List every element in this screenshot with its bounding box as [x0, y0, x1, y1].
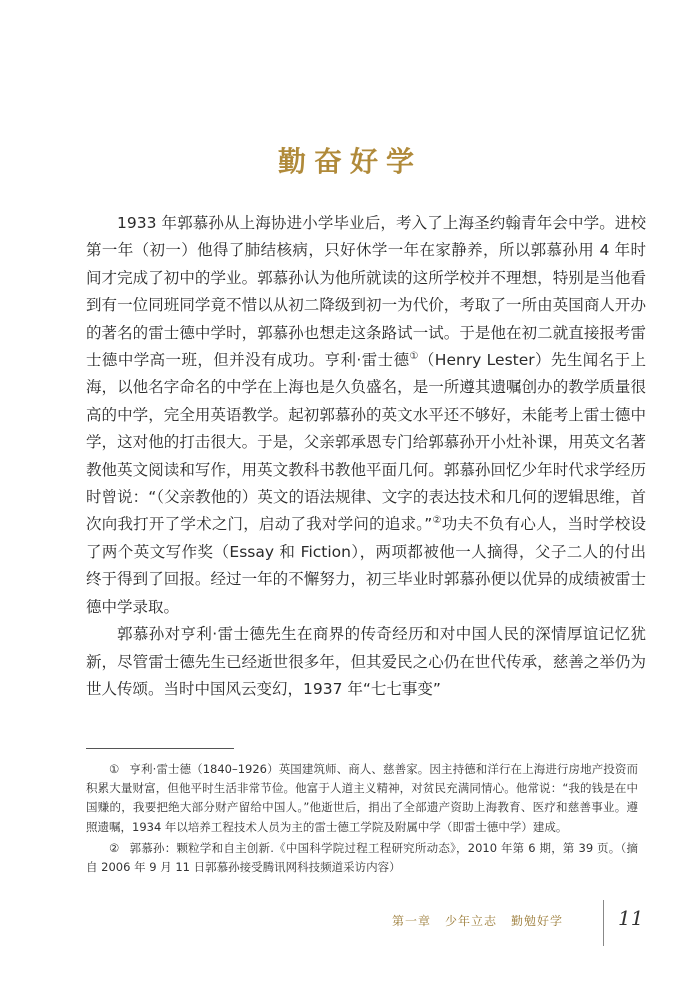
running-head-section: 勤勉好学: [511, 914, 564, 928]
running-head: [392, 912, 563, 929]
footnote-2-text: 郭慕孙：颗粒学和自主创新.《中国科学院过程工程研究所动态》，2010 年第 6 期，第 39 页。（摘自 2006 年 9 月 11 日郭慕孙接受腾讯网科技频道采访内容）: [86, 840, 638, 875]
footnote-2: [86, 839, 638, 877]
running-head-divider: [603, 900, 604, 946]
paragraph-1-part-3: 功夫不负有心人，当时学校设了两个英文写作奖（Essay 和 Fiction），两项都被他一人摘得，父子二人的付出终于得到了回报。经过一年的不懈努力，初三毕业时郭慕孙便以优异的成绩被雷士德中学录取。: [86, 515, 646, 616]
paragraph-1-part-2: （Henry Lester）先生闻名于上海，以他名字命名的中学在上海也是久负盛名，是一所遵其遗嘱创办的教学质量很高的中学，完全用英语教学。起初郭慕孙的英文水平还不够好，未能考上雷士德中学，这对他的打击很大。于是，父亲郭承恩专门给郭慕孙开小灶补课，用英文名著教他英文阅读和写作，用英文教科书教他平面几何。郭慕孙回忆少年时代求学经历时曾说：“（父亲教他的）英文的语法规律、文字的表达技术和几何的逻辑思维，首次向我打开了学术之门，启动了我对学问的追求。”: [86, 351, 646, 534]
footnote-2-mark: ②: [109, 840, 120, 855]
footnote-1-text: 亨利·雷士德（1840–1926）英国建筑师、商人、慈善家。因主持德和洋行在上海进行房地产投资而积累大量财富，但他平时生活非常节俭。他富于人道主义精神，对贫民充满同情心。他常说：“我的钱是在中国赚的，我要把绝大部分财产留给中国人。”他逝世后，捐出了全部遗产资助上海教育、医疗和慈善事业。遵照遗嘱，1934 年以培养工程技术人员为主的雷士德工学院及附属中学（即雷士德中学）建成。: [86, 762, 638, 834]
footnote-1: [86, 760, 638, 837]
running-head-chapter: 第一章: [392, 914, 432, 928]
footnote-divider: [86, 748, 234, 749]
footnote-ref-1: ①: [409, 350, 419, 362]
body-text: [86, 210, 646, 703]
paragraph-2: 郭慕孙对亨利·雷士德先生在商界的传奇经历和对中国人民的深情厚谊记忆犹新，尽管雷士德先生已经逝世很多年，但其爱民之心仍在世代传承，慈善之举仍为世人传颂。当时中国风云变幻，1937 年“七七事变”: [86, 625, 646, 698]
footnote-ref-2: ②: [432, 515, 442, 527]
page-title: 勤奋好学: [277, 145, 422, 178]
running-head-part: 少年立志: [445, 914, 498, 928]
page-number: 11: [618, 906, 644, 930]
footnotes: [86, 760, 638, 879]
paragraph-1: [86, 210, 646, 621]
paragraph-1-part-1: 1933 年郭慕孙从上海协进小学毕业后，考入了上海圣约翰青年会中学。进校第一年（初一）他得了肺结核病，只好休学一年在家静养，所以郭慕孙用 4 年时间才完成了初中的学业。郭慕孙认为他所就读的这所学校并不理想，特别是当他看到有一位同班同学竟不惜以从初二降级到初一为代价，考取了一所由英国商人开办的著名的雷士德中学时，郭慕孙也想走这条路试一试。于是他在初二就直接报考雷士德中学高一班，但并没有成功。亨利·雷士德: [86, 214, 646, 370]
footnote-1-mark: ①: [109, 762, 120, 776]
